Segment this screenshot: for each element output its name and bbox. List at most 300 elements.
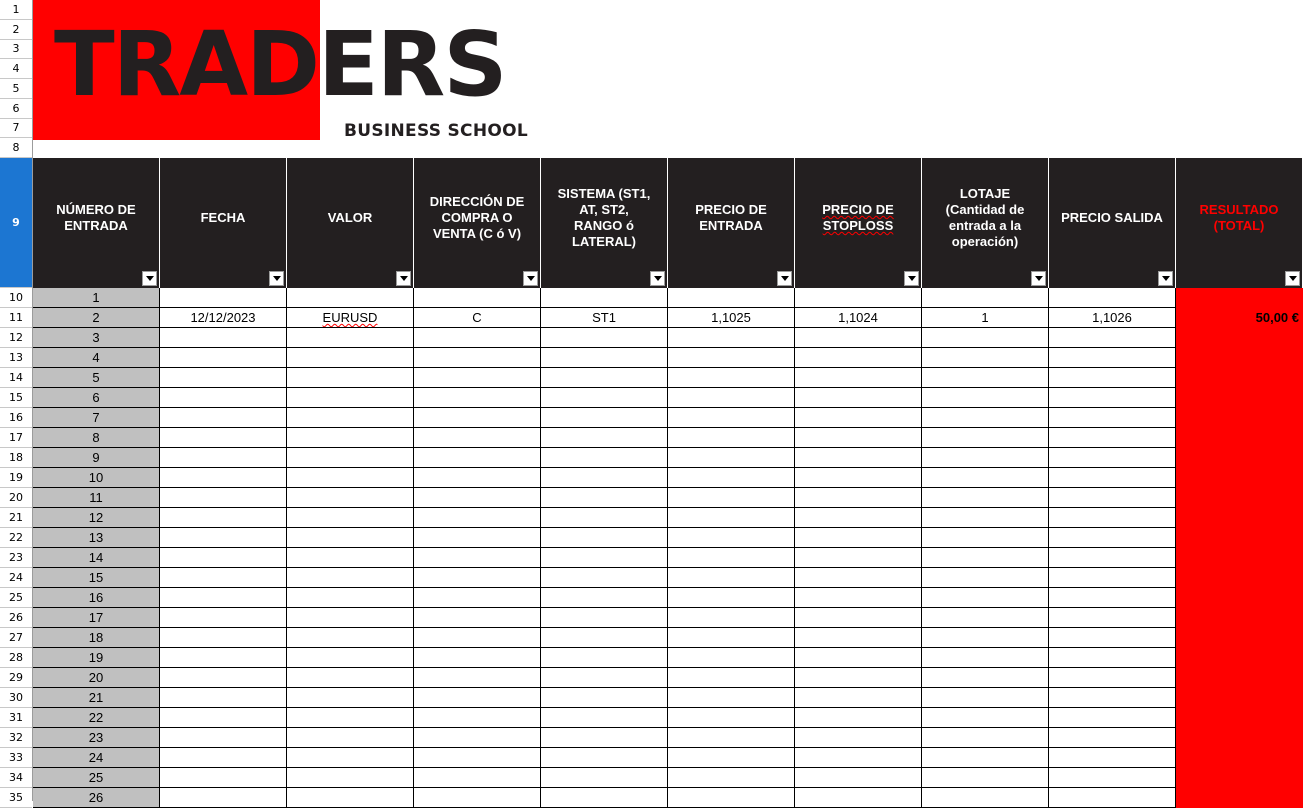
cell-precio-entrada[interactable] (668, 648, 795, 668)
cell-lotaje[interactable] (922, 348, 1049, 368)
cell-precio-entrada[interactable] (668, 788, 795, 808)
cell-direccion[interactable] (414, 488, 541, 508)
cell-precio-entrada[interactable] (668, 688, 795, 708)
row-header-17[interactable]: 17 (0, 428, 32, 448)
cell-precio-stoploss[interactable] (795, 608, 922, 628)
cell-resultado[interactable]: 50,00 € (1176, 308, 1303, 328)
cell-precio-entrada[interactable] (668, 548, 795, 568)
cell-resultado[interactable] (1176, 748, 1303, 768)
cell-sistema[interactable] (541, 568, 668, 588)
cell-precio-salida[interactable] (1049, 468, 1176, 488)
cell-lotaje[interactable]: 1 (922, 308, 1049, 328)
cell-sistema[interactable] (541, 668, 668, 688)
cell-numero[interactable]: 21 (33, 688, 160, 708)
cell-valor[interactable] (287, 688, 414, 708)
cell-numero[interactable]: 23 (33, 728, 160, 748)
cell-lotaje[interactable] (922, 608, 1049, 628)
cell-sistema[interactable] (541, 288, 668, 308)
cell-precio-stoploss[interactable] (795, 628, 922, 648)
cell-precio-entrada[interactable] (668, 768, 795, 788)
cell-resultado[interactable] (1176, 788, 1303, 808)
cell-fecha[interactable] (160, 588, 287, 608)
cell-precio-entrada[interactable] (668, 608, 795, 628)
filter-dropdown-icon[interactable] (904, 271, 919, 286)
cell-direccion[interactable] (414, 548, 541, 568)
cell-lotaje[interactable] (922, 448, 1049, 468)
cell-numero[interactable]: 4 (33, 348, 160, 368)
cell-numero[interactable]: 22 (33, 708, 160, 728)
cell-fecha[interactable] (160, 768, 287, 788)
row-header-20[interactable]: 20 (0, 488, 32, 508)
cell-valor[interactable] (287, 648, 414, 668)
cell-precio-entrada[interactable] (668, 408, 795, 428)
cell-precio-entrada[interactable] (668, 488, 795, 508)
cell-lotaje[interactable] (922, 788, 1049, 808)
cell-precio-stoploss[interactable] (795, 648, 922, 668)
cell-numero[interactable]: 1 (33, 288, 160, 308)
cell-fecha[interactable] (160, 628, 287, 648)
cell-sistema[interactable] (541, 608, 668, 628)
cell-valor[interactable] (287, 388, 414, 408)
cell-resultado[interactable] (1176, 488, 1303, 508)
cell-valor[interactable] (287, 368, 414, 388)
cell-precio-entrada[interactable] (668, 388, 795, 408)
cell-precio-stoploss[interactable] (795, 788, 922, 808)
cell-numero[interactable]: 8 (33, 428, 160, 448)
cell-fecha[interactable] (160, 708, 287, 728)
cell-resultado[interactable] (1176, 548, 1303, 568)
cell-numero[interactable]: 6 (33, 388, 160, 408)
cell-resultado[interactable] (1176, 328, 1303, 348)
cell-precio-salida[interactable] (1049, 328, 1176, 348)
cell-precio-salida[interactable] (1049, 368, 1176, 388)
cell-valor[interactable] (287, 488, 414, 508)
cell-resultado[interactable] (1176, 608, 1303, 628)
cell-fecha[interactable] (160, 468, 287, 488)
cell-lotaje[interactable] (922, 408, 1049, 428)
cell-fecha[interactable] (160, 428, 287, 448)
row-header-9[interactable]: 9 (0, 158, 32, 288)
cell-fecha[interactable] (160, 668, 287, 688)
cell-precio-stoploss[interactable] (795, 588, 922, 608)
cell-direccion[interactable] (414, 768, 541, 788)
cell-resultado[interactable] (1176, 628, 1303, 648)
cell-precio-stoploss[interactable] (795, 688, 922, 708)
cell-precio-entrada[interactable] (668, 508, 795, 528)
cell-sistema[interactable] (541, 748, 668, 768)
cell-direccion[interactable] (414, 448, 541, 468)
cell-lotaje[interactable] (922, 508, 1049, 528)
cell-precio-entrada[interactable] (668, 728, 795, 748)
cell-valor[interactable] (287, 568, 414, 588)
cell-precio-salida[interactable] (1049, 668, 1176, 688)
row-header-13[interactable]: 13 (0, 348, 32, 368)
cell-fecha[interactable] (160, 368, 287, 388)
cell-direccion[interactable] (414, 788, 541, 808)
cell-sistema[interactable] (541, 768, 668, 788)
row-header-32[interactable]: 32 (0, 728, 32, 748)
cell-precio-entrada[interactable] (668, 368, 795, 388)
cell-numero[interactable]: 11 (33, 488, 160, 508)
row-header-3[interactable]: 3 (0, 40, 32, 60)
cell-precio-salida[interactable] (1049, 508, 1176, 528)
cell-resultado[interactable] (1176, 448, 1303, 468)
cell-precio-stoploss[interactable] (795, 328, 922, 348)
cell-precio-stoploss[interactable] (795, 288, 922, 308)
row-header-27[interactable]: 27 (0, 628, 32, 648)
cell-valor[interactable] (287, 528, 414, 548)
filter-dropdown-icon[interactable] (523, 271, 538, 286)
cell-precio-entrada[interactable] (668, 428, 795, 448)
cell-valor[interactable] (287, 288, 414, 308)
cell-precio-salida[interactable] (1049, 428, 1176, 448)
row-header-34[interactable]: 34 (0, 768, 32, 788)
cell-lotaje[interactable] (922, 708, 1049, 728)
row-header-6[interactable]: 6 (0, 99, 32, 119)
cell-precio-salida[interactable] (1049, 528, 1176, 548)
cell-resultado[interactable] (1176, 428, 1303, 448)
row-header-2[interactable]: 2 (0, 20, 32, 40)
cell-precio-salida[interactable] (1049, 548, 1176, 568)
cell-precio-stoploss[interactable] (795, 548, 922, 568)
cell-precio-salida[interactable] (1049, 648, 1176, 668)
row-header-24[interactable]: 24 (0, 568, 32, 588)
row-header-30[interactable]: 30 (0, 688, 32, 708)
cell-fecha[interactable] (160, 488, 287, 508)
row-header-22[interactable]: 22 (0, 528, 32, 548)
row-header-19[interactable]: 19 (0, 468, 32, 488)
cell-numero[interactable]: 2 (33, 308, 160, 328)
cell-resultado[interactable] (1176, 708, 1303, 728)
filter-dropdown-icon[interactable] (396, 271, 411, 286)
cell-lotaje[interactable] (922, 748, 1049, 768)
cell-numero[interactable]: 17 (33, 608, 160, 628)
cell-direccion[interactable] (414, 288, 541, 308)
cell-sistema[interactable] (541, 508, 668, 528)
cell-precio-salida[interactable] (1049, 708, 1176, 728)
cell-fecha[interactable] (160, 568, 287, 588)
filter-dropdown-icon[interactable] (650, 271, 665, 286)
cell-sistema[interactable] (541, 408, 668, 428)
cell-sistema[interactable] (541, 328, 668, 348)
cell-direccion[interactable] (414, 608, 541, 628)
cell-fecha[interactable] (160, 688, 287, 708)
cell-numero[interactable]: 18 (33, 628, 160, 648)
cell-valor[interactable] (287, 708, 414, 728)
cell-sistema[interactable] (541, 788, 668, 808)
row-header-26[interactable]: 26 (0, 608, 32, 628)
cell-valor[interactable] (287, 348, 414, 368)
cell-precio-salida[interactable] (1049, 608, 1176, 628)
cell-precio-entrada[interactable] (668, 448, 795, 468)
row-header-18[interactable]: 18 (0, 448, 32, 468)
cell-fecha[interactable] (160, 448, 287, 468)
cell-precio-stoploss[interactable] (795, 668, 922, 688)
row-header-25[interactable]: 25 (0, 588, 32, 608)
cell-lotaje[interactable] (922, 628, 1049, 648)
cell-lotaje[interactable] (922, 428, 1049, 448)
cell-fecha[interactable] (160, 648, 287, 668)
cell-precio-entrada[interactable] (668, 588, 795, 608)
cell-fecha[interactable] (160, 608, 287, 628)
cell-precio-salida[interactable] (1049, 748, 1176, 768)
cell-sistema[interactable] (541, 448, 668, 468)
row-header-23[interactable]: 23 (0, 548, 32, 568)
cell-precio-salida[interactable] (1049, 388, 1176, 408)
cell-lotaje[interactable] (922, 668, 1049, 688)
cell-lotaje[interactable] (922, 728, 1049, 748)
cell-valor[interactable] (287, 668, 414, 688)
cell-resultado[interactable] (1176, 468, 1303, 488)
cell-numero[interactable]: 12 (33, 508, 160, 528)
cell-direccion[interactable] (414, 588, 541, 608)
cell-numero[interactable]: 5 (33, 368, 160, 388)
cell-precio-stoploss[interactable] (795, 388, 922, 408)
cell-direccion[interactable] (414, 368, 541, 388)
cell-resultado[interactable] (1176, 388, 1303, 408)
cell-valor[interactable] (287, 588, 414, 608)
cell-valor[interactable] (287, 508, 414, 528)
row-header-1[interactable]: 1 (0, 0, 32, 20)
cell-precio-entrada[interactable] (668, 628, 795, 648)
row-header-14[interactable]: 14 (0, 368, 32, 388)
cell-numero[interactable]: 20 (33, 668, 160, 688)
cell-numero[interactable]: 15 (33, 568, 160, 588)
cell-numero[interactable]: 3 (33, 328, 160, 348)
cell-fecha[interactable] (160, 728, 287, 748)
row-header-10[interactable]: 10 (0, 288, 32, 308)
row-header-15[interactable]: 15 (0, 388, 32, 408)
cell-lotaje[interactable] (922, 568, 1049, 588)
cell-precio-salida[interactable] (1049, 788, 1176, 808)
cell-precio-stoploss[interactable] (795, 768, 922, 788)
cell-precio-salida[interactable] (1049, 448, 1176, 468)
cell-valor[interactable] (287, 728, 414, 748)
cell-precio-entrada[interactable] (668, 468, 795, 488)
cell-sistema[interactable] (541, 348, 668, 368)
cell-precio-entrada[interactable] (668, 328, 795, 348)
cell-sistema[interactable] (541, 468, 668, 488)
cell-direccion[interactable] (414, 408, 541, 428)
cell-precio-entrada[interactable]: 1,1025 (668, 308, 795, 328)
cell-valor[interactable] (287, 428, 414, 448)
cell-precio-entrada[interactable] (668, 568, 795, 588)
cell-resultado[interactable] (1176, 768, 1303, 788)
cell-precio-stoploss[interactable] (795, 568, 922, 588)
cell-precio-stoploss[interactable] (795, 348, 922, 368)
row-header-31[interactable]: 31 (0, 708, 32, 728)
row-header-28[interactable]: 28 (0, 648, 32, 668)
cell-direccion[interactable] (414, 468, 541, 488)
cell-precio-entrada[interactable] (668, 708, 795, 728)
cell-fecha[interactable] (160, 528, 287, 548)
cell-fecha[interactable]: 12/12/2023 (160, 308, 287, 328)
cell-fecha[interactable] (160, 408, 287, 428)
cell-lotaje[interactable] (922, 328, 1049, 348)
cell-precio-stoploss[interactable] (795, 408, 922, 428)
cell-fecha[interactable] (160, 748, 287, 768)
cell-precio-entrada[interactable] (668, 748, 795, 768)
cell-sistema[interactable]: ST1 (541, 308, 668, 328)
cell-valor[interactable] (287, 328, 414, 348)
cell-numero[interactable]: 25 (33, 768, 160, 788)
cell-resultado[interactable] (1176, 648, 1303, 668)
cell-valor[interactable] (287, 788, 414, 808)
cell-numero[interactable]: 16 (33, 588, 160, 608)
row-header-7[interactable]: 7 (0, 119, 32, 139)
cell-precio-stoploss[interactable] (795, 708, 922, 728)
cell-lotaje[interactable] (922, 588, 1049, 608)
cell-fecha[interactable] (160, 388, 287, 408)
cell-resultado[interactable] (1176, 728, 1303, 748)
cell-lotaje[interactable] (922, 768, 1049, 788)
cell-precio-stoploss[interactable] (795, 468, 922, 488)
row-header-11[interactable]: 11 (0, 308, 32, 328)
cell-numero[interactable]: 9 (33, 448, 160, 468)
cell-precio-salida[interactable] (1049, 288, 1176, 308)
cell-resultado[interactable] (1176, 688, 1303, 708)
cell-direccion[interactable] (414, 668, 541, 688)
cell-direccion[interactable] (414, 688, 541, 708)
row-header-21[interactable]: 21 (0, 508, 32, 528)
cell-lotaje[interactable] (922, 528, 1049, 548)
cell-resultado[interactable] (1176, 408, 1303, 428)
cell-precio-salida[interactable]: 1,1026 (1049, 308, 1176, 328)
cell-sistema[interactable] (541, 368, 668, 388)
cell-lotaje[interactable] (922, 468, 1049, 488)
filter-dropdown-icon[interactable] (1158, 271, 1173, 286)
cell-sistema[interactable] (541, 428, 668, 448)
cell-direccion[interactable] (414, 388, 541, 408)
cell-precio-entrada[interactable] (668, 668, 795, 688)
cell-valor[interactable] (287, 628, 414, 648)
cell-precio-salida[interactable] (1049, 348, 1176, 368)
cell-direccion[interactable] (414, 708, 541, 728)
cell-numero[interactable]: 13 (33, 528, 160, 548)
cell-lotaje[interactable] (922, 548, 1049, 568)
row-header-12[interactable]: 12 (0, 328, 32, 348)
cell-direccion[interactable] (414, 648, 541, 668)
cell-direccion[interactable]: C (414, 308, 541, 328)
cell-valor[interactable] (287, 768, 414, 788)
cell-sistema[interactable] (541, 548, 668, 568)
cell-lotaje[interactable] (922, 688, 1049, 708)
cell-direccion[interactable] (414, 528, 541, 548)
cell-precio-salida[interactable] (1049, 588, 1176, 608)
cell-precio-salida[interactable] (1049, 688, 1176, 708)
filter-dropdown-icon[interactable] (1285, 271, 1300, 286)
cell-direccion[interactable] (414, 348, 541, 368)
cell-direccion[interactable] (414, 728, 541, 748)
cell-valor[interactable] (287, 608, 414, 628)
cell-resultado[interactable] (1176, 368, 1303, 388)
cell-lotaje[interactable] (922, 388, 1049, 408)
filter-dropdown-icon[interactable] (1031, 271, 1046, 286)
cell-numero[interactable]: 24 (33, 748, 160, 768)
cell-direccion[interactable] (414, 428, 541, 448)
row-header-8[interactable]: 8 (0, 138, 32, 158)
cell-precio-salida[interactable] (1049, 628, 1176, 648)
cell-precio-stoploss[interactable] (795, 368, 922, 388)
cell-sistema[interactable] (541, 388, 668, 408)
cell-precio-salida[interactable] (1049, 728, 1176, 748)
cell-precio-stoploss[interactable] (795, 508, 922, 528)
cell-numero[interactable]: 19 (33, 648, 160, 668)
cell-direccion[interactable] (414, 628, 541, 648)
cell-direccion[interactable] (414, 568, 541, 588)
cell-resultado[interactable] (1176, 508, 1303, 528)
cell-precio-stoploss[interactable]: 1,1024 (795, 308, 922, 328)
cell-direccion[interactable] (414, 508, 541, 528)
row-header-29[interactable]: 29 (0, 668, 32, 688)
cell-valor[interactable] (287, 548, 414, 568)
cell-fecha[interactable] (160, 788, 287, 808)
cell-precio-stoploss[interactable] (795, 748, 922, 768)
cell-sistema[interactable] (541, 648, 668, 668)
cell-precio-salida[interactable] (1049, 408, 1176, 428)
row-header-35[interactable]: 35 (0, 788, 32, 808)
cell-lotaje[interactable] (922, 648, 1049, 668)
cell-precio-stoploss[interactable] (795, 528, 922, 548)
cell-precio-salida[interactable] (1049, 488, 1176, 508)
cell-fecha[interactable] (160, 328, 287, 348)
row-header-5[interactable]: 5 (0, 79, 32, 99)
row-header-16[interactable]: 16 (0, 408, 32, 428)
cell-valor[interactable] (287, 448, 414, 468)
cell-numero[interactable]: 14 (33, 548, 160, 568)
cell-precio-entrada[interactable] (668, 288, 795, 308)
row-header-4[interactable]: 4 (0, 59, 32, 79)
cell-lotaje[interactable] (922, 368, 1049, 388)
cell-lotaje[interactable] (922, 488, 1049, 508)
cell-precio-salida[interactable] (1049, 568, 1176, 588)
cell-valor[interactable] (287, 408, 414, 428)
cell-precio-entrada[interactable] (668, 528, 795, 548)
cell-precio-stoploss[interactable] (795, 488, 922, 508)
cell-resultado[interactable] (1176, 288, 1303, 308)
filter-dropdown-icon[interactable] (269, 271, 284, 286)
cell-sistema[interactable] (541, 628, 668, 648)
cell-fecha[interactable] (160, 348, 287, 368)
cell-numero[interactable]: 7 (33, 408, 160, 428)
filter-dropdown-icon[interactable] (142, 271, 157, 286)
cell-fecha[interactable] (160, 508, 287, 528)
cell-sistema[interactable] (541, 588, 668, 608)
cell-precio-stoploss[interactable] (795, 448, 922, 468)
cell-precio-stoploss[interactable] (795, 728, 922, 748)
cell-direccion[interactable] (414, 328, 541, 348)
cell-valor[interactable]: EURUSD (287, 308, 414, 328)
cell-resultado[interactable] (1176, 568, 1303, 588)
cell-numero[interactable]: 26 (33, 788, 160, 808)
cell-resultado[interactable] (1176, 668, 1303, 688)
cell-valor[interactable] (287, 468, 414, 488)
cell-numero[interactable]: 10 (33, 468, 160, 488)
cell-fecha[interactable] (160, 288, 287, 308)
cell-sistema[interactable] (541, 688, 668, 708)
cell-resultado[interactable] (1176, 528, 1303, 548)
cell-direccion[interactable] (414, 748, 541, 768)
cell-precio-salida[interactable] (1049, 768, 1176, 788)
cell-sistema[interactable] (541, 708, 668, 728)
filter-dropdown-icon[interactable] (777, 271, 792, 286)
cell-lotaje[interactable] (922, 288, 1049, 308)
cell-sistema[interactable] (541, 528, 668, 548)
row-header-33[interactable]: 33 (0, 748, 32, 768)
cell-sistema[interactable] (541, 488, 668, 508)
cell-sistema[interactable] (541, 728, 668, 748)
cell-valor[interactable] (287, 748, 414, 768)
